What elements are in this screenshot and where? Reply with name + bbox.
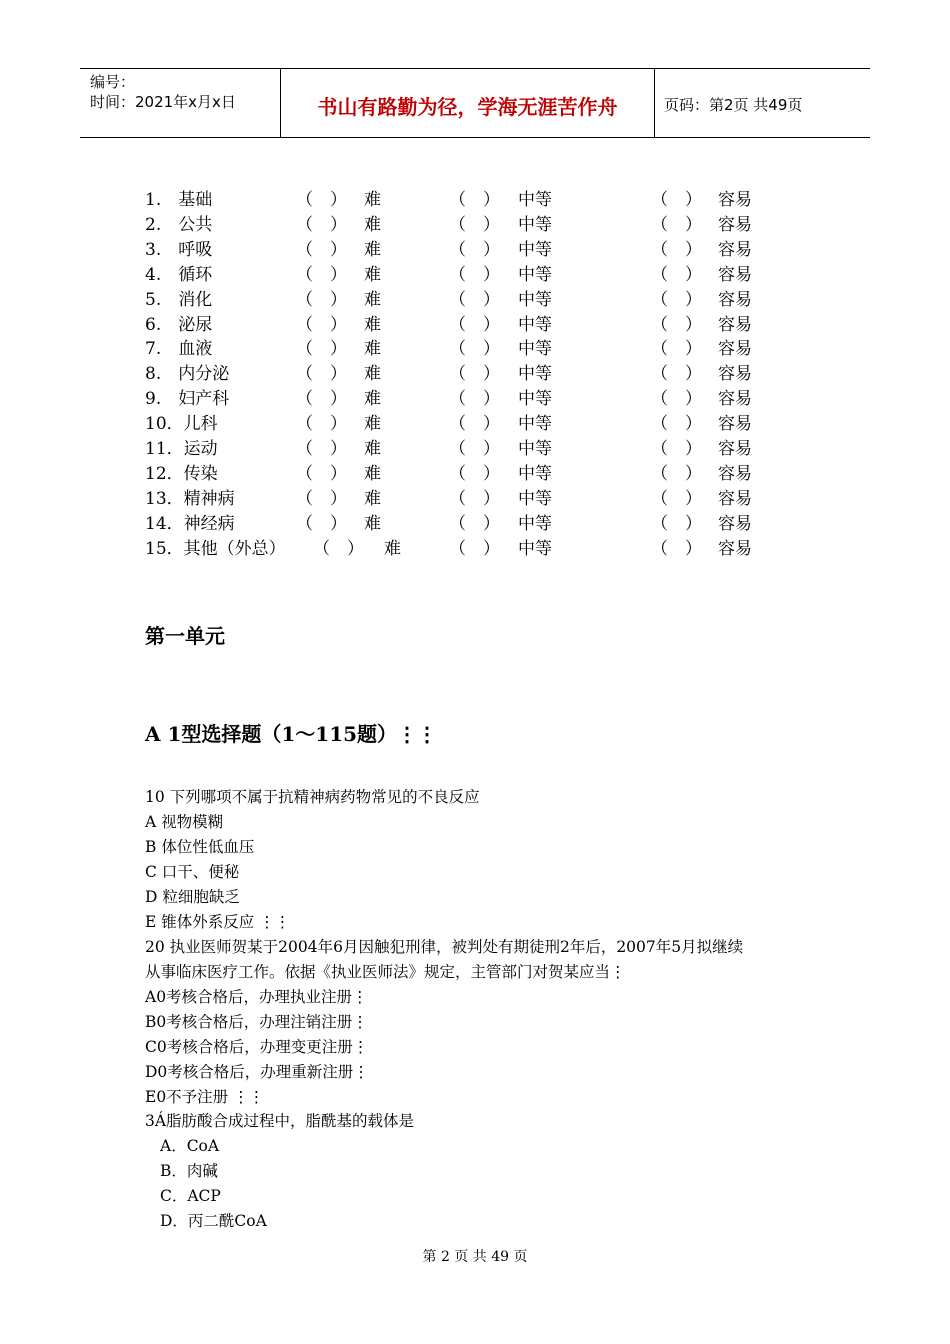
rating-medium-blank: （ ） [449,289,500,310]
rating-row [145,334,805,359]
rating-easy-blank: （ ） [651,439,702,459]
rating-easy-blank: （ ） [651,264,702,285]
question-2-stem: 20 执业医师贺某于2004年6月因触犯刑律，被判处有期徒刑2年后，2007年5月拟继续 [145,938,744,956]
question-3-option: B．肉碱 [160,1162,218,1180]
rating-easy-label: 容易 [718,439,752,459]
rating-easy-label: 容易 [718,414,752,435]
rating-easy-label: 容易 [718,513,752,534]
question-2-option: A0考核合格后，办理执业注册⋮ [145,988,368,1006]
header-page-cell [654,69,870,137]
rating-easy-label: 容易 [718,389,752,410]
rating-difficult-blank: （ ） [296,214,347,235]
rating-difficult-blank: （ ） [296,239,347,260]
question-2-option: E0不予注册 ⋮⋮ [145,1088,265,1106]
page-header [80,68,870,138]
rating-difficult-label: 难 [364,264,381,285]
rating-easy-blank: （ ） [651,314,702,335]
rating-medium-blank: （ ） [449,513,500,534]
rating-medium-blank: （ ） [449,339,500,360]
question-2-stem-continued: 从事临床医疗工作。依据《执业医师法》规定，主管部门对贺某应当⋮ [145,963,626,981]
rating-row [145,310,805,335]
rating-easy-label: 容易 [718,239,752,260]
unit-title: 第一单元 [145,624,225,648]
question-1-stem: 10 下列哪项不属于抗精神病药物常见的不良反应 [145,788,480,806]
rating-medium-blank: （ ） [449,264,500,285]
rating-medium-label: 中等 [518,389,552,410]
rating-difficult-blank: （ ） [296,389,347,410]
rating-medium-label: 中等 [518,488,552,509]
rating-easy-blank: （ ） [651,364,702,385]
header-motto: 书山有路勤为径，学海无涯苦作舟 [317,95,618,119]
rating-medium-blank: （ ） [449,190,500,210]
rating-subject-label: 4. 循环 [145,264,213,285]
rating-easy-blank: （ ） [651,538,702,559]
rating-medium-blank: （ ） [449,239,500,260]
question-1-option: C 口干、便秘 [145,863,240,881]
rating-easy-label: 容易 [718,463,752,484]
rating-easy-label: 容易 [718,364,752,385]
rating-difficult-label: 难 [384,538,401,559]
header-page-info: 页码：第2页 共49页 [664,96,803,114]
rating-medium-blank: （ ） [449,463,500,484]
rating-subject-label: 1. 基础 [145,190,213,210]
rating-row [145,185,805,210]
question-1-option: B 体位性低血压 [145,838,255,856]
rating-row [145,384,805,409]
rating-row [145,484,805,509]
document-code-label: 编号： [90,73,136,91]
rating-difficult-blank: （ ） [296,364,347,385]
rating-medium-label: 中等 [518,364,552,385]
rating-difficult-blank: （ ） [313,538,364,559]
rating-difficult-label: 难 [364,389,381,410]
rating-difficult-blank: （ ） [296,439,347,459]
rating-difficult-label: 难 [364,513,381,534]
rating-easy-label: 容易 [718,339,752,360]
rating-easy-label: 容易 [718,214,752,235]
question-3-option: D．丙二酰CoA [160,1212,267,1230]
rating-medium-label: 中等 [518,513,552,534]
rating-subject-label: 14．神经病 [145,513,235,534]
rating-easy-blank: （ ） [651,214,702,235]
question-1-option: E 锥体外系反应 ⋮⋮ [145,913,291,931]
rating-difficult-label: 难 [364,414,381,435]
question-1-option: A 视物模糊 [145,813,224,831]
rating-row [145,534,805,559]
rating-subject-label: 10．儿科 [145,414,218,435]
rating-medium-blank: （ ） [449,538,500,559]
rating-difficult-blank: （ ） [296,264,347,285]
rating-difficult-blank: （ ） [296,463,347,484]
rating-subject-label: 8. 内分泌 [145,364,230,385]
rating-difficult-blank: （ ） [296,314,347,335]
rating-difficult-label: 难 [364,239,381,260]
rating-row [145,210,805,235]
header-motto-cell [280,69,655,137]
question-2-option: C0考核合格后，办理变更注册⋮ [145,1038,369,1056]
rating-medium-label: 中等 [518,264,552,285]
rating-difficult-label: 难 [364,214,381,235]
rating-difficult-label: 难 [364,314,381,335]
rating-medium-label: 中等 [518,414,552,435]
rating-medium-label: 中等 [518,463,552,484]
rating-medium-blank: （ ） [449,214,500,235]
question-3-option: C．ACP [160,1187,221,1205]
rating-easy-blank: （ ） [651,239,702,260]
header-info-cell [80,69,280,137]
rating-difficult-blank: （ ） [296,190,347,210]
question-2-option: D0考核合格后，办理重新注册⋮ [145,1063,369,1081]
rating-difficult-blank: （ ） [296,488,347,509]
rating-easy-blank: （ ） [651,289,702,310]
rating-easy-blank: （ ） [651,190,702,210]
rating-difficult-blank: （ ） [296,513,347,534]
question-3-stem: 3Á脂肪酸合成过程中，脂酰基的载体是 [145,1112,415,1130]
question-2-option: B0考核合格后，办理注销注册⋮ [145,1013,368,1031]
rating-difficult-label: 难 [364,364,381,385]
rating-subject-label: 5. 消化 [145,289,213,310]
rating-easy-label: 容易 [718,538,752,559]
rating-difficult-label: 难 [364,190,381,210]
rating-easy-blank: （ ） [651,488,702,509]
question-3-option: A．CoA [160,1137,220,1155]
rating-subject-label: 2. 公共 [145,214,213,235]
document-time-label: 时间：2021年x月x日 [90,93,236,111]
rating-medium-label: 中等 [518,314,552,335]
rating-difficult-label: 难 [364,488,381,509]
rating-subject-label: 15．其他（外总） [145,538,286,559]
rating-difficult-blank: （ ） [296,339,347,360]
rating-subject-label: 13．精神病 [145,488,235,509]
rating-difficult-label: 难 [364,289,381,310]
rating-easy-blank: （ ） [651,339,702,360]
rating-difficult-blank: （ ） [296,414,347,435]
rating-difficult-label: 难 [364,463,381,484]
rating-row [145,260,805,285]
rating-difficult-label: 难 [364,339,381,360]
rating-difficult-label: 难 [364,439,381,459]
rating-easy-label: 容易 [718,264,752,285]
rating-medium-label: 中等 [518,439,552,459]
section-title: A 1型选择题（1～115题）⋮⋮ [145,722,438,746]
question-1-option: D 粒细胞缺乏 [145,888,240,906]
rating-easy-blank: （ ） [651,414,702,435]
rating-easy-blank: （ ） [651,389,702,410]
rating-row [145,285,805,310]
rating-medium-label: 中等 [518,190,552,210]
rating-medium-blank: （ ） [449,439,500,459]
rating-row [145,359,805,384]
rating-easy-label: 容易 [718,314,752,335]
rating-row [145,409,805,434]
rating-easy-label: 容易 [718,488,752,509]
rating-subject-label: 6. 泌尿 [145,314,213,335]
rating-medium-label: 中等 [518,239,552,260]
rating-medium-label: 中等 [518,538,552,559]
rating-medium-blank: （ ） [449,414,500,435]
rating-easy-label: 容易 [718,190,752,210]
rating-subject-label: 9. 妇产科 [145,389,230,410]
rating-easy-label: 容易 [718,289,752,310]
rating-subject-label: 12．传染 [145,463,218,484]
rating-medium-blank: （ ） [449,314,500,335]
rating-medium-label: 中等 [518,289,552,310]
rating-row [145,459,805,484]
rating-medium-blank: （ ） [449,364,500,385]
rating-subject-label: 3. 呼吸 [145,239,213,260]
page-footer: 第 2 页 共 49 页 [422,1249,528,1265]
rating-medium-blank: （ ） [449,389,500,410]
rating-difficult-blank: （ ） [296,289,347,310]
rating-easy-blank: （ ） [651,513,702,534]
rating-medium-blank: （ ） [449,488,500,509]
rating-subject-label: 7. 血液 [145,339,213,360]
rating-row [145,509,805,534]
rating-easy-blank: （ ） [651,463,702,484]
rating-subject-label: 11．运动 [145,439,218,459]
rating-medium-label: 中等 [518,214,552,235]
rating-medium-label: 中等 [518,339,552,360]
rating-row [145,434,805,459]
rating-row [145,235,805,260]
